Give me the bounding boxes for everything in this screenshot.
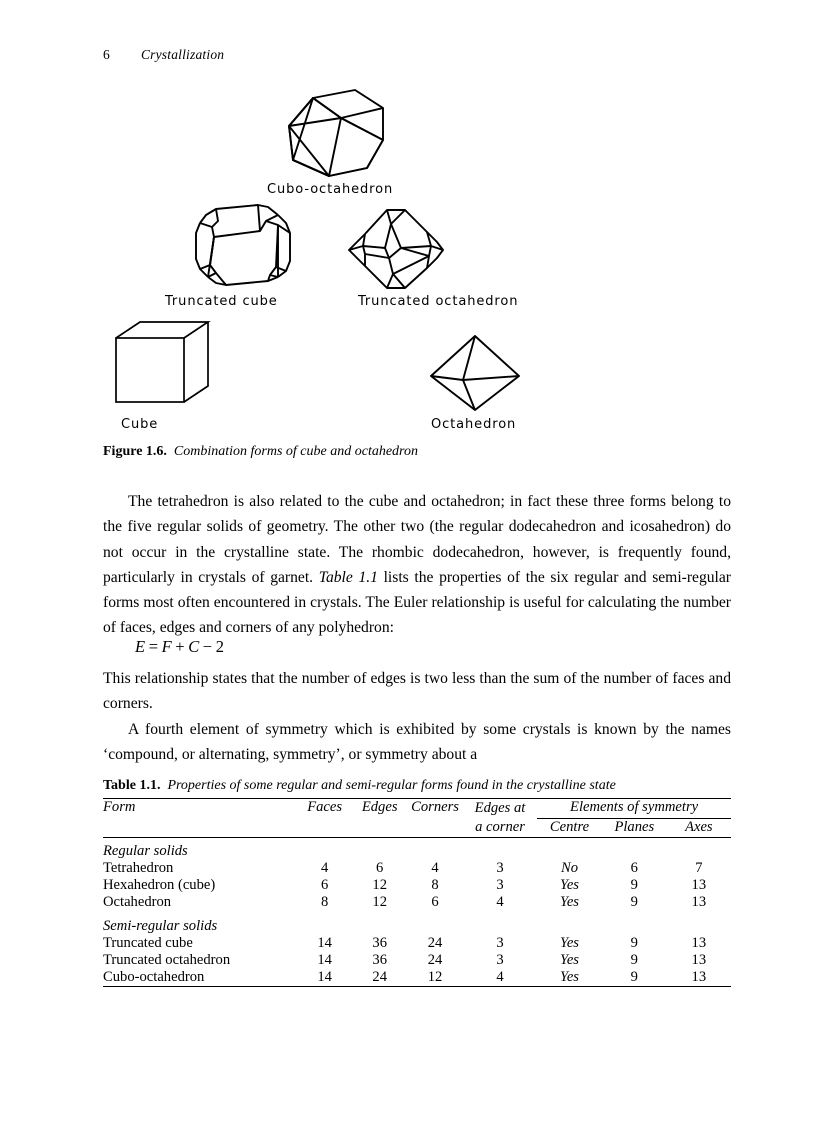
cubo-octahedron-diagram [283,84,391,182]
table-1-1 [103,778,731,987]
table-header-row-1 [103,799,731,819]
cell-axes: 13 [691,952,707,968]
cell-axes: 13 [691,969,707,985]
table-row [103,877,731,894]
equation-equals: = [148,637,159,656]
equation-minus: − [202,637,213,656]
cell-edges-at-corner: 4 [496,969,504,985]
cell-axes: 13 [691,877,707,893]
cell-edges: 6 [376,860,384,876]
cell-form: Cubo-octahedron [103,969,205,985]
cell-edges: 12 [372,894,387,910]
cell-corners: 12 [427,969,443,985]
cell-faces: 14 [317,935,332,951]
cell-edges-at-corner: 4 [496,894,504,910]
equation-lhs: E [135,637,146,656]
table-body [103,838,731,987]
table-group-heading-row [103,911,731,935]
paragraph-1-text-b: lists the properties of the six regular and semi-regular forms most often encountered in crystals. The Euler relationship is useful for calculating the number of faces, edges and corners of any polyhedron: [103,568,731,637]
euler-equation [135,637,225,657]
cell-corners: 24 [427,935,443,951]
equation-constant: 2 [215,637,225,656]
equation-plus: + [175,637,186,656]
header-form: Form [103,799,136,815]
header-centre: Centre [537,818,602,838]
cell-axes: 13 [691,935,707,951]
cell-centre: Yes [560,952,579,968]
cell-corners: 24 [427,952,443,968]
truncated-octahedron-label: Truncated octahedron [358,294,519,309]
figure-caption-text: Combination forms of cube and octahedron [173,444,418,459]
octahedron-label: Octahedron [431,417,517,432]
header-faces: Faces [307,799,343,815]
table-group-title: Semi-regular solids [103,918,218,934]
table-bottom-rule [103,986,731,987]
cell-planes: 9 [630,952,638,968]
cell-planes: 9 [630,894,638,910]
body-paragraph-1 [103,489,731,641]
table-head [103,799,731,838]
figure-1-6 [0,72,816,434]
cell-edges-at-corner: 3 [496,952,504,968]
equation-faces: F [161,637,173,656]
cell-edges: 36 [372,935,387,951]
cell-faces: 14 [317,969,332,985]
properties-table [103,798,731,986]
cell-planes: 9 [630,969,638,985]
cell-planes: 9 [630,877,638,893]
equation-corners: C [188,637,200,656]
cell-edges: 24 [372,969,387,985]
header-edges: Edges [361,799,398,815]
cell-axes: 13 [691,894,707,910]
body-paragraph-3: A fourth element of symmetry which is exhibited by some crystals is known by the names ‘compound, or alternating, symmetry’, or symmetry about a [103,720,731,763]
cell-centre: Yes [560,935,579,951]
cell-corners: 6 [431,894,439,910]
cell-corners: 4 [431,860,439,876]
cell-form: Truncated octahedron [103,952,231,968]
cube-diagram [114,320,212,404]
table-row [103,935,731,952]
cell-planes: 6 [630,860,638,876]
cell-centre: Yes [560,894,579,910]
truncated-cube-label: Truncated cube [165,294,278,309]
table-row [103,952,731,969]
running-head [103,47,224,63]
cell-axes: 7 [695,860,703,876]
cell-form: Truncated cube [103,935,193,951]
cell-centre: No [561,860,579,876]
truncated-cube-diagram [186,203,298,289]
page-number: 6 [103,47,110,62]
figure-caption-label: Figure 1.6. [103,444,167,459]
cell-faces: 6 [320,877,329,893]
table-group-heading-row [103,838,731,861]
header-planes: Planes [602,818,667,838]
octahedron-diagram [429,334,523,412]
header-edges-at-line2: a corner [475,819,525,835]
table-row [103,969,731,986]
table-caption-label: Table 1.1. [103,778,161,793]
table-group-title: Regular solids [103,843,188,859]
cell-faces: 14 [317,952,332,968]
cell-centre: Yes [560,969,579,985]
table-reference: Table 1.1 [318,568,378,586]
table-caption-text: Properties of some regular and semi-regular forms found in the crystalline state [167,778,616,793]
header-corners: Corners [411,799,459,815]
cell-form: Tetrahedron [103,860,174,876]
cell-centre: Yes [560,877,579,893]
cell-edges-at-corner: 3 [496,935,504,951]
cell-edges-at-corner: 3 [496,860,504,876]
cell-edges: 12 [372,877,387,893]
body-paragraph-2: This relationship states that the number of edges is two less than the sum of the number of faces and corners. [103,670,731,713]
cubo-octahedron-label: Cubo-octahedron [267,182,394,197]
cell-faces: 8 [320,894,329,910]
paragraph-1-text-a: The tetrahedron is also related to the cube and octahedron; in fact these three forms belong to the five regular solids of geometry. The other two (the regular dodecahedron and icosahedron) do not occur in the crystalline state. The rhombic dodecahedron, however, is frequently found, particularly in crystals of garnet. [103,493,731,586]
table-row [103,860,731,877]
header-edges-at-a-corner [463,799,537,838]
cell-edges-at-corner: 3 [496,877,504,893]
table-caption [103,778,731,794]
chapter-title: Crystallization [140,47,225,62]
cell-corners: 8 [431,877,439,893]
cell-planes: 9 [630,935,638,951]
cell-faces: 4 [320,860,329,876]
cell-form: Octahedron [103,894,172,910]
cell-form: Hexahedron (cube) [103,877,216,893]
truncated-octahedron-diagram [345,208,447,292]
header-edges-at-line1: Edges at [474,800,526,816]
body-paragraph-group-2 [103,666,731,767]
cell-edges: 36 [372,952,387,968]
header-elements-of-symmetry: Elements of symmetry [570,799,699,815]
cube-label: Cube [121,417,159,432]
header-axes: Axes [667,818,731,838]
table-row [103,894,731,911]
figure-caption [103,444,418,460]
